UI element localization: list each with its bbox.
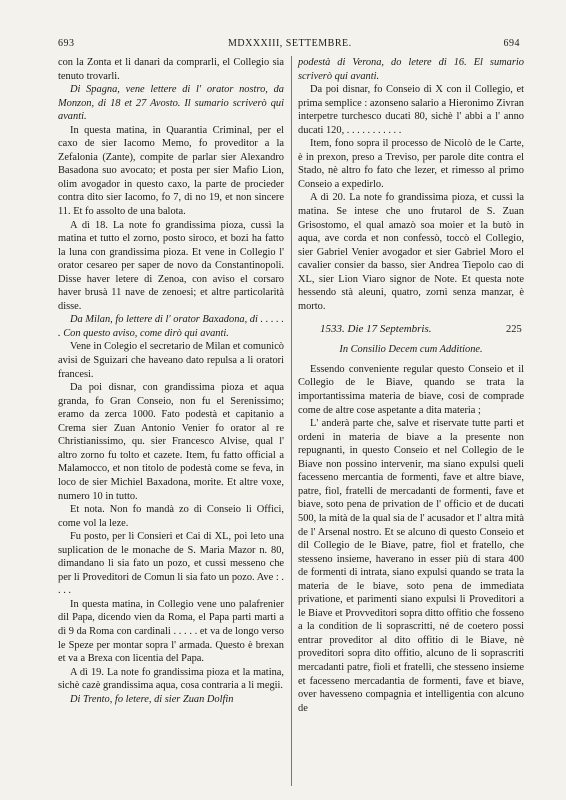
paragraph: Fu posto, per li Consieri et Cai di XL, poi leto una suplication de le monache de S. Maria Mazor n. 80, dimandano li sia fato un pozo, et cussì messeno che per li Proveditori de Comun li sia fato un pozo. Ave : . . . . — [58, 531, 284, 597]
paragraph: In questa matina, in Collegio vene uno palafrenier dil Papa, dicendo vien da Roma, el Papa parti marti a dì 9 da Roma con cardinali . . . . . et va de longo verso le Speze per montar sopra l' armada. Questo è brexan et va a Brexa con licentia del Papa. — [58, 598, 284, 665]
running-title: MDXXXIII, SETTEMBRE. — [228, 38, 352, 49]
paragraph: Da poi disnar, fo Conseio di X con il Collegio, et prima semplice : azonseno salario a Hieronimo Zivran interpetre turchesco ducati 80, sichè l' abbi a l' anno ducati 120, . . . . . . . . . . . — [298, 84, 524, 136]
left-column — [58, 56, 284, 706]
paragraph: In questa matina, in Quarantia Criminal, per el caxo de sier Iacomo Memo, fo proveditor a la Zefalonia (Zante), compite de parlar sier Alexandro Basadona suo avocato; et posta per sier Mafio Lion, olim avogador in questo caxo, la parte de procieder contra dito sier Iacomo, fo 7, di no 19, et non sincere 11. Et fo assolto de una balota. — [58, 124, 284, 218]
running-header — [58, 38, 520, 52]
section-date: 1533. Die 17 Septembris. — [320, 323, 432, 336]
paragraph: Vene in Colegio el secretario de Milan et comunicò avisi de Sguizari che haveano dato repulsa a li oratori francesi. — [58, 341, 284, 380]
paragraph: A dì 19. La note fo grandissima pioza et la matina, sichè cazè grandissima aqua, cosa contraria a li megii. — [58, 666, 284, 692]
column-divider — [291, 56, 292, 786]
paragraph: A dì 20. La note fo grandissima pioza, et cussì la matina. Se intese che uno frutarol de S. Zuan Grisostomo, el qual amazò soa moier et la butò in aqua, ave corda et non confessò, toccò el Collegio, sier Gabriel Venier avogador et sier Gabriel Moro el cavalier consier da basso, sier Andrea Tiepolo cao di XL, sier Lion Viaro signor de Note. Et questa note hessendo stà aleuni, quatro, zorni senza manzar, è morto. — [298, 192, 524, 312]
paragraph: Da Milan, fo lettere di l' orator Baxadona, di . . . . . . Con questo aviso, come dirò qui avanti. — [58, 314, 284, 339]
page-number-right: 694 — [503, 38, 520, 49]
page-number-left: 693 — [58, 38, 75, 49]
paragraph: Di Spagna, vene lettere di l' orator nostro, da Monzon, di 18 et 27 Avosto. Il sumario scriverò qui avanti. — [58, 84, 284, 123]
paragraph: podestà di Verona, do letere di 16. El sumario scriverò qui avanti. — [298, 57, 524, 82]
margin-number: 225 — [506, 324, 522, 336]
paragraph: Di Trento, fo letere, di sier Zuan Dolfin — [70, 693, 234, 705]
paragraph: Item, fono sopra il processo de Nicolò de le Carte, è in prexon, preso a Treviso, per parole dite contra el Stado, nè altro fo fato che lezer, et rimesso al primo Conseio a expedirlo. — [298, 138, 524, 190]
paragraph: con la Zonta et li danari da comprarli, el Collegio sia tenuto trovarli. — [58, 57, 284, 82]
paragraph: Et nota. Non fo mandà zo di Conseio li Offici, come vol la leze. — [58, 504, 284, 529]
section-subheading: In Consilio Decem cum Additione. — [339, 344, 483, 356]
paragraph: A dì 18. La note fo grandissima pioza, cussì la matina et tutto el zorno, posto siroco, et bozi ha fatto la luna con grandissima pioza. Et vene in Collegio l' orator cesareo per saper de novo da Constantinopoli. Disse haver letere di Zenoa, con aviso el corsaro haver brusà 11 nave de zenoesi; et altre particolarità disse. — [58, 219, 284, 312]
paragraph: L' anderà parte che, salve et riservate tutte parti et ordeni in materia de biave a la presente non repugnanti, in questo Conseio et nel Collegio de le Biave non possino intervenir, ma siano expulsi queli facesseno mercantia de formenti, fave et altre biave, patre, fiol, fratelli de mercadanti de formenti, fave et biave, soto pena de privation de l' officio et de ducati 500, la mità de la qual sia de l' acusador et l' altra mità de l' Arsenal nostro. Et se alcuno di questo Conseio et dil Collegio de le Biave, patre, fiol et fratello, che stesseno insieme, haverano in esser più di stara 400 de formenti di intrata, siano expulsi quando se trata la materia de le biave, soto pena de immediata privatione, et parimenti siano expulsi li Proveditori a le Biave et Provveditori sopra ditto offitio che fosseno a la condition de li soprascritti, né de coetero possi entrar proveditor al dito offitio di le Biave, nè proveditori sopra dito offitio, alcuno de li soprascriti mercadanti patre, fioli et fratelli, che stesseno insieme et facesseno mercadantia de formenti, fave et biave, over havesseno compagnia et intelligentia con alcuno de — [298, 418, 524, 714]
paragraph: Essendo conveniente regular questo Conseio et il Collegio de le Biave, quando se trata la importantissima materia de biave, cosi de comprade come de altre cose aspetante a dita materia ; — [298, 363, 524, 416]
section-heading — [298, 323, 524, 339]
paragraph: Da poi disnar, con grandissima pioza et aqua granda, fo Gran Conseio, non fu el Serenissimo; eramo da zerca 1000. Fato podestà et capitanio a Crema sier Zuan Antonio Venier fo orator al re Christianissimo, qu. sier Francesco Alvise, qual l' altro zorno fu tolto et cazete. Item, fu fatto official a Malamocco, et non titolo de podestà come se feva, in loco de sier Michiel Baxadona, morite. Et altre voxe, numero 10 in tutto. — [58, 382, 284, 502]
right-column — [298, 56, 524, 715]
